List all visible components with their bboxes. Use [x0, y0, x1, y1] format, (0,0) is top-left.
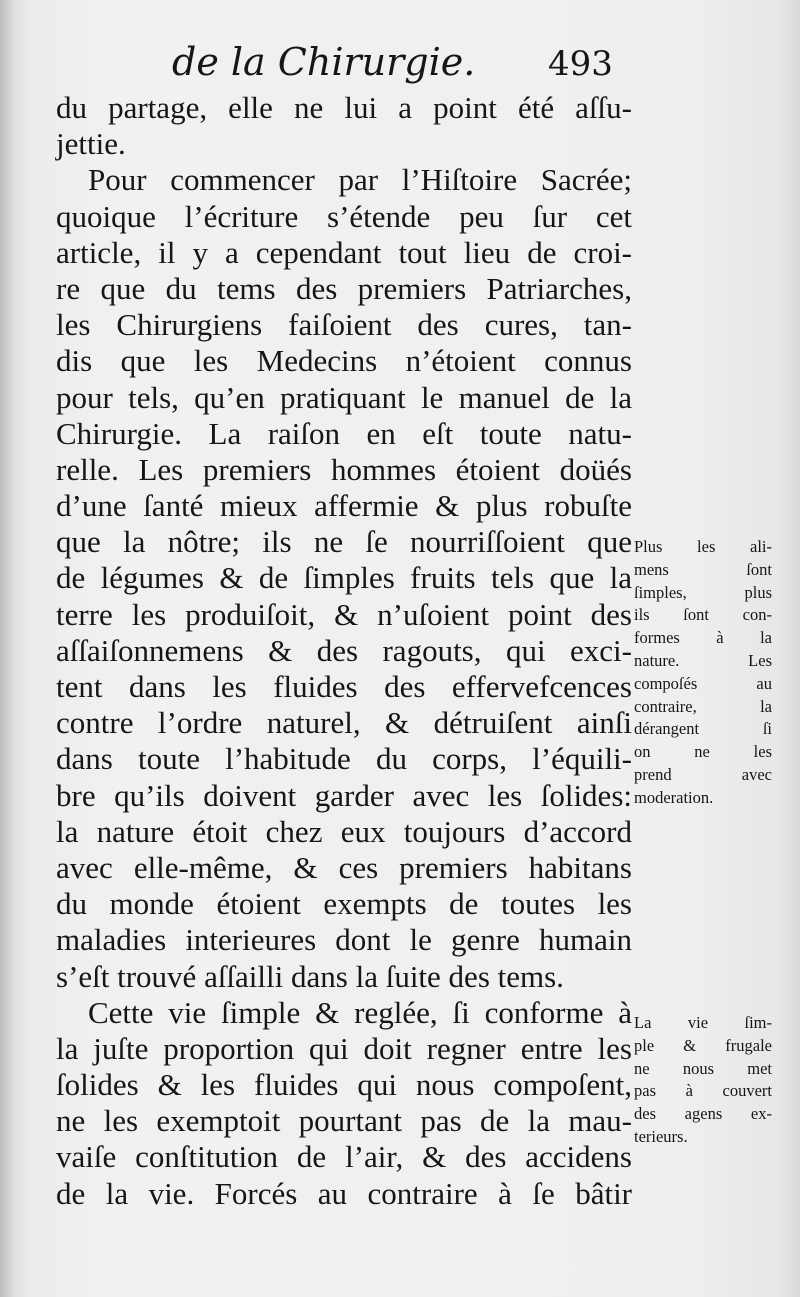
text-line: bre qu’ils doivent garder avec les ſolides:: [56, 777, 632, 813]
margin-note-vie-simple: [634, 1012, 772, 1149]
text-line: dis que les Medecins n’étoient connus: [56, 343, 632, 379]
margin-note-line: formes à la: [634, 628, 772, 648]
text-line: avec elle-même, & ces premiers habitans: [56, 849, 632, 885]
text-line: Chirurgie. La raiſon en eſt toute natu-: [56, 415, 632, 451]
text-line: quoique l’écriture s’étende peu ſur cet: [56, 198, 632, 234]
running-title: de la Chirurgie.: [172, 40, 476, 84]
page-number: 493: [548, 44, 613, 84]
margin-note-line: prend avec: [634, 764, 772, 784]
text-line: relle. Les premiers hommes étoient doüés: [56, 451, 632, 487]
text-line: aſſaiſonnemens & des ragouts, qui exci-: [56, 632, 632, 668]
text-line: vaiſe conſtitution de l’air, & des accidens: [56, 1139, 632, 1175]
margin-note-line: dérangent ſi: [634, 719, 772, 739]
text-line: contre l’ordre naturel, & détruiſent ainſi: [56, 705, 632, 741]
page-header: [0, 40, 800, 92]
text-line: terre les produiſoit, & n’uſoient point des: [56, 596, 632, 632]
text-line: de légumes & de ſimples fruits tels que la: [56, 560, 632, 596]
margin-note-line: ple & frugale: [634, 1035, 772, 1055]
margin-note-line: ils ſont con-: [634, 605, 772, 625]
text-line: que la nôtre; ils ne ſe nourriſſoient que: [56, 524, 632, 560]
margin-note-line: nature. Les: [634, 650, 772, 670]
text-line: maladies interieures dont le genre humain: [56, 922, 632, 958]
margin-note-line: ne nous met: [634, 1058, 772, 1078]
main-text-column: [56, 90, 632, 1212]
text-line: de la vie. Forcés au contraire à ſe bâtir: [56, 1175, 632, 1211]
text-line: ſolides & les fluides qui nous compoſent,: [56, 1067, 632, 1103]
text-line: Pour commencer par l’Hiſtoire Sacrée;: [88, 162, 632, 198]
text-line: du partage, elle ne lui a point été aſſu-: [56, 90, 632, 125]
margin-note-line: compoſés au: [634, 673, 772, 693]
text-line: d’une ſanté mieux affermie & plus robuſte: [56, 488, 632, 524]
margin-note-line: Plus les ali-: [634, 537, 772, 556]
margin-note-line: contraire, la: [634, 696, 772, 716]
margin-note-line: La vie ſim-: [634, 1013, 772, 1032]
text-line: dans toute l’habitude du corps, l’équili-: [56, 741, 632, 777]
text-line: les Chirurgiens faiſoient des cures, tan-: [56, 307, 632, 343]
text-line: ne les exemptoit pourtant pas de la mau-: [56, 1103, 632, 1139]
text-line: re que du tems des premiers Patriarches,: [56, 270, 632, 306]
margin-note-line: ſimples, plus: [634, 582, 772, 602]
text-line: jettie.: [56, 126, 126, 162]
text-line: article, il y a cependant tout lieu de croi-: [56, 234, 632, 270]
margin-note-aliments: [634, 536, 772, 810]
text-line: s’eſt trouvé aſſailli dans la ſuite des tems.: [56, 958, 564, 994]
text-line: la nature étoit chez eux toujours d’accord: [56, 813, 632, 849]
text-line: pour tels, qu’en pratiquant le manuel de la: [56, 379, 632, 415]
text-line: tent dans les fluides des effervefcences: [56, 669, 632, 704]
text-line: Cette vie ſimple & reglée, ſi conforme à: [88, 994, 632, 1030]
margin-note-line: des agens ex-: [634, 1104, 772, 1124]
margin-note-line: mens ſont: [634, 559, 772, 579]
text-line: la juſte proportion qui doit regner entre les: [56, 1030, 632, 1066]
spine-shadow: [0, 0, 14, 1297]
text-line: du monde étoient exempts de toutes les: [56, 886, 632, 922]
margin-note-line: pas à couvert: [634, 1081, 772, 1101]
margin-note-line: on ne les: [634, 742, 772, 762]
margin-note-line: terieurs.: [634, 1126, 688, 1146]
margin-note-line: moderation.: [634, 787, 714, 807]
